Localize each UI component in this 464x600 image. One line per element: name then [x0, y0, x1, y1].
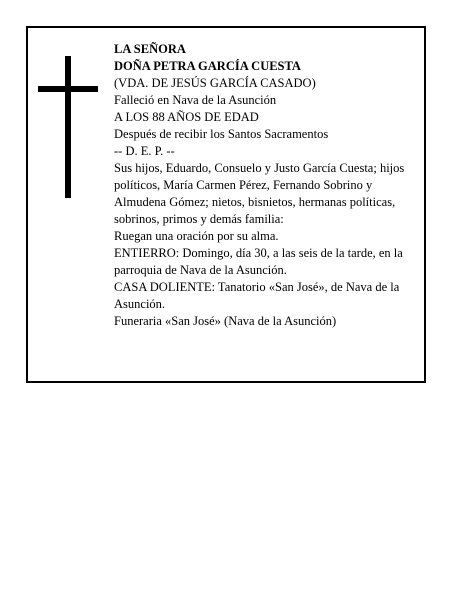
cross-horizontal-bar	[38, 86, 98, 92]
rip-line: -- D. E. P. --	[114, 144, 175, 158]
notice-title: LA SEÑORA	[114, 42, 186, 56]
widow-of: (VDA. DE JESÚS GARCÍA CASADO)	[114, 76, 316, 90]
age-line: A LOS 88 AÑOS DE EDAD	[114, 110, 259, 124]
died-in: Falleció en Nava de la Asunción	[114, 93, 277, 107]
deceased-name: DOÑA PETRA GARCÍA CUESTA	[114, 59, 301, 73]
funeral-details: ENTIERRO: Domingo, día 30, a las seis de la tarde, en la parroquia de Nava de la Asunción.	[114, 246, 403, 277]
prayer-request: Ruegan una oración por su alma.	[114, 229, 279, 243]
family-list: Sus hijos, Eduardo, Consuelo y Justo García Cuesta; hijos políticos, María Carmen Pérez, Fernando Sobrino y Almudena Gómez; nietos, bisnietos, hermanas políticas, sobrinos, primos y demás familia:	[114, 161, 405, 226]
mourning-house: CASA DOLIENTE: Tanatorio «San José», de Nava de la Asunción.	[114, 280, 400, 311]
obituary-notice	[26, 26, 426, 383]
sacraments-line: Después de recibir los Santos Sacramentos	[114, 127, 329, 141]
funeral-home: Funeraria «San José» (Nava de la Asunción)	[114, 314, 337, 328]
cross-icon	[38, 56, 98, 198]
cross-vertical-bar	[65, 56, 71, 198]
notice-text	[114, 41, 426, 330]
